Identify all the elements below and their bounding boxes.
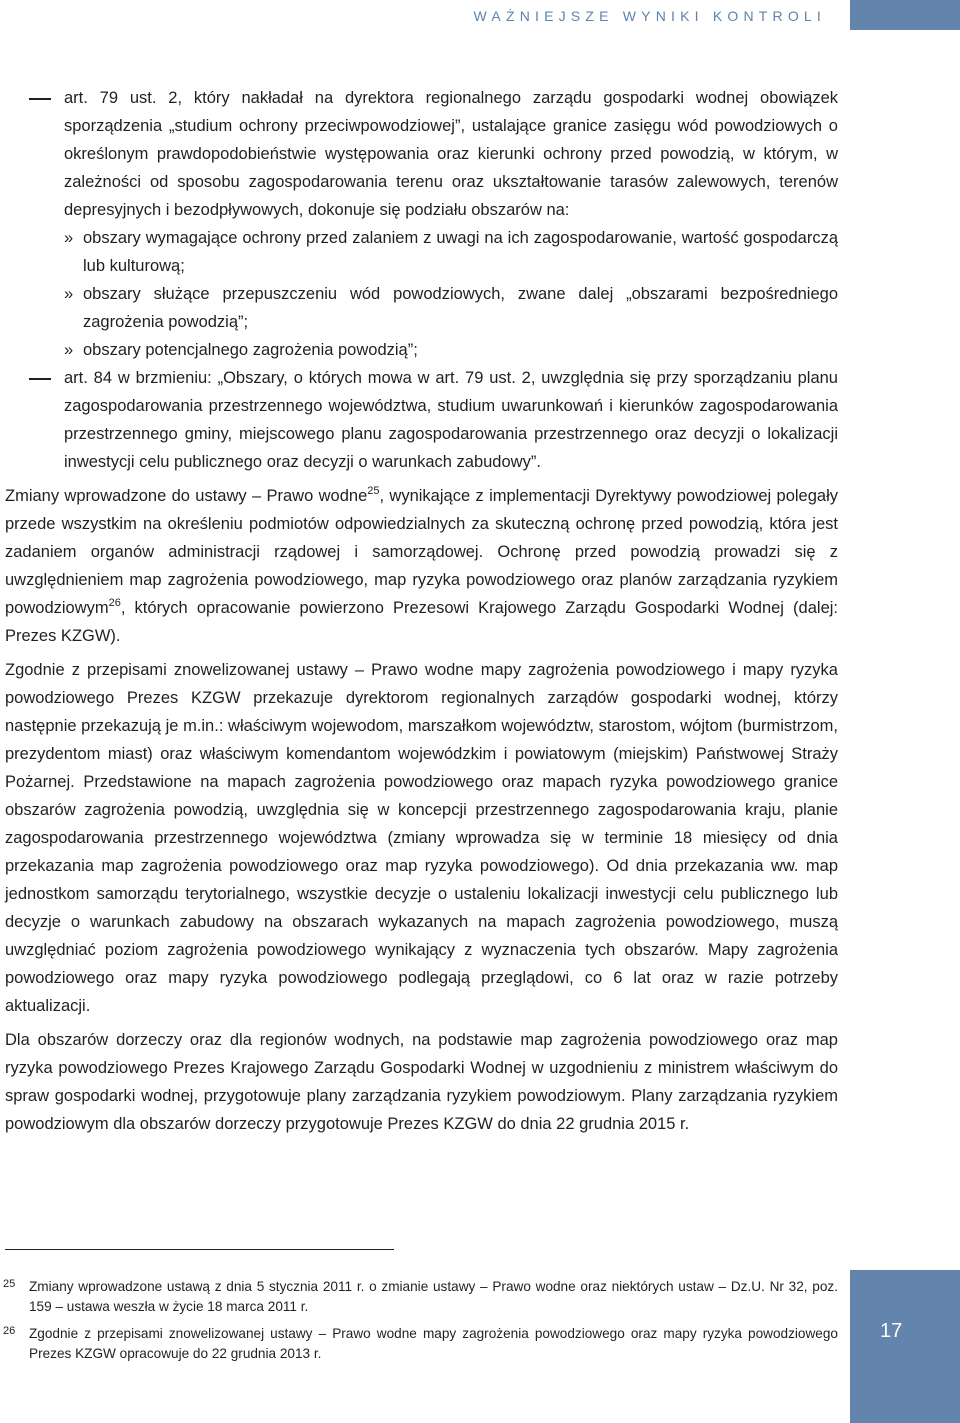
- paragraph: Dla obszarów dorzeczy oraz dla regionów wodnych, na podstawie map zagrożenia powodziowego oraz map ryzyka powodziowego Prezes Krajowego Zarządu Gospodarki Wodnej w uzgodnieniu z ministrem właściwym do spraw gospodarki wodnej, przygotowuje plany zarządzania ryzykiem powodziowym. Plany zarządzania ryzykiem powodziowym dla obszarów dorzeczy przygotowuje Prezes KZGW do dnia 22 grudnia 2015 r.: [5, 1031, 838, 1133]
- bullet-marker: »: [64, 285, 74, 303]
- footnotes: [5, 1277, 838, 1371]
- footnote-text: Zgodnie z przepisami znowelizowanej ustawy – Prawo wodne mapy zagrożenia powodziowego oraz mapy ryzyka powodziowego Prezes KZGW opracowuje do 22 grudnia 2013 r.: [29, 1326, 838, 1361]
- sub-list-item-text: obszary służące przepuszczeniu wód powodziowych, zwane dalej „obszarami bezpośredniego zagrożenia powodzią”;: [83, 285, 838, 331]
- sub-list-item: [5, 224, 838, 280]
- sub-list-item: [5, 280, 838, 336]
- list-item: [5, 84, 838, 224]
- list-item: [5, 364, 838, 476]
- footnote-number: 25: [3, 1278, 16, 1290]
- footnote-ref[interactable]: 25: [367, 484, 380, 497]
- footnote-number: 26: [3, 1325, 16, 1337]
- bullet-marker: »: [64, 229, 74, 247]
- sub-list-item-text: obszary potencjalnego zagrożenia powodzią”;: [83, 341, 418, 359]
- dash-marker: [29, 378, 51, 380]
- main-content: [5, 84, 838, 1138]
- header-accent-block: [850, 0, 960, 30]
- footnote: [5, 1324, 838, 1363]
- paragraph-text: Zmiany wprowadzone do ustawy – Prawo wodne: [5, 487, 368, 505]
- paragraph-text: , wynikające z implementacji Dyrektywy powodziowej polegały przede wszystkim na określeniu podmiotów odpowiedzialnych za skuteczną ochronę przed powodzią, która jest zadaniem organów administracji rządowej i samorządowej. Ochronę przed powodzią prowadzi się z uwzględnieniem map zagrożenia powodziowego, map ryzyka powodziowego oraz planów zarządzania ryzykiem powodziowym: [5, 487, 838, 617]
- list-item-text: art. 84 w brzmieniu: „Obszary, o których mowa w art. 79 ust. 2, uwzględnia się przy sporządzaniu planu zagospodarowania przestrzennego województwa, studium uwarunkowań i kierunków zagospodarowania przestrzennego gminy, miejscowego planu zagospodarowania przestrzennego oraz decyzji o lokalizacji inwestycji celu publicznego oraz decyzji o warunkach zabudowy”.: [64, 369, 838, 471]
- page-number: 17: [880, 1320, 903, 1342]
- paragraph-text: , których opracowanie powierzono Prezesowi Krajowego Zarządu Gospodarki Wodnej (dalej: Prezes KZGW).: [5, 599, 838, 645]
- footnote: [5, 1277, 838, 1316]
- page-number-block: [850, 1270, 960, 1423]
- paragraph: Zgodnie z przepisami znowelizowanej ustawy – Prawo wodne mapy zagrożenia powodziowego i mapy ryzyka powodziowego Prezes KZGW przekazuje dyrektorom regionalnych zarządów gospodarki wodnej, którzy następnie przekazują je m.in.: właściwym wojewodom, marszałkom województw, starostom, wójtom (burmistrzom, prezydentom miast) oraz właściwym komendantom wojewódzkim i powiatowym (miejskim) Państwowej Straży Pożarnej. Przedstawione na mapach zagrożenia powodziowego oraz mapach ryzyka powodziowego granice obszarów zagrożenia powodzią, uwzględnia się w koncepcji przestrzennego zagospodarowania kraju, planie zagospodarowania przestrzennego województwa (zmiany wprowadza się w terminie 18 miesięcy od dnia przekazania map zagrożenia powodziowego oraz map ryzyka powodziowego). Od dnia przekazania ww. map jednostkom samorządu terytorialnego, wszystkie decyzje o ustaleniu lokalizacji inwestycji celu publicznego lub decyzje o warunkach zabudowy na obszarach wykazanych na mapach zagrożenia powodziowego, muszą uwzględniać poziom zagrożenia powodziowego wynikający z wyznaczenia tych obszarów. Mapy zagrożenia powodziowego oraz mapy ryzyka powodziowego podlegają przeglądowi, co 6 lat oraz w razie potrzeby aktualizacji.: [5, 661, 838, 1015]
- paragraph: [5, 482, 838, 650]
- running-header-title: WAŻNIEJSZE WYNIKI KONTROLI: [473, 8, 826, 24]
- dash-marker: [29, 98, 51, 100]
- bullet-marker: »: [64, 341, 74, 359]
- footnote-ref[interactable]: 26: [108, 596, 121, 609]
- footnote-text: Zmiany wprowadzone ustawą z dnia 5 stycznia 2011 r. o zmianie ustawy – Prawo wodne oraz niektórych ustaw – Dz.U. Nr 32, poz. 159 – ustawa weszła w życie 18 marca 2011 r.: [29, 1279, 838, 1314]
- list-item-text: art. 79 ust. 2, który nakładał na dyrektora regionalnego zarządu gospodarki wodnej obowiązek sporządzenia „studium ochrony przeciwpowodziowej”, ustalające granice zasięgu wód powodziowych o określonym prawdopodobieństwie występowania oraz kierunki ochrony przed powodzią, w którym, w zależności od sposobu zagospodarowania terenu oraz ukształtowanie tarasów zalewowych, terenów depresyjnych i bezodpływowych, dokonuje się podziału obszarów na:: [64, 89, 838, 219]
- sub-list-item: [5, 336, 838, 364]
- sub-list-item-text: obszary wymagające ochrony przed zalaniem z uwagi na ich zagospodarowanie, wartość gospodarczą lub kulturową;: [83, 229, 838, 275]
- footnote-divider: [5, 1249, 394, 1250]
